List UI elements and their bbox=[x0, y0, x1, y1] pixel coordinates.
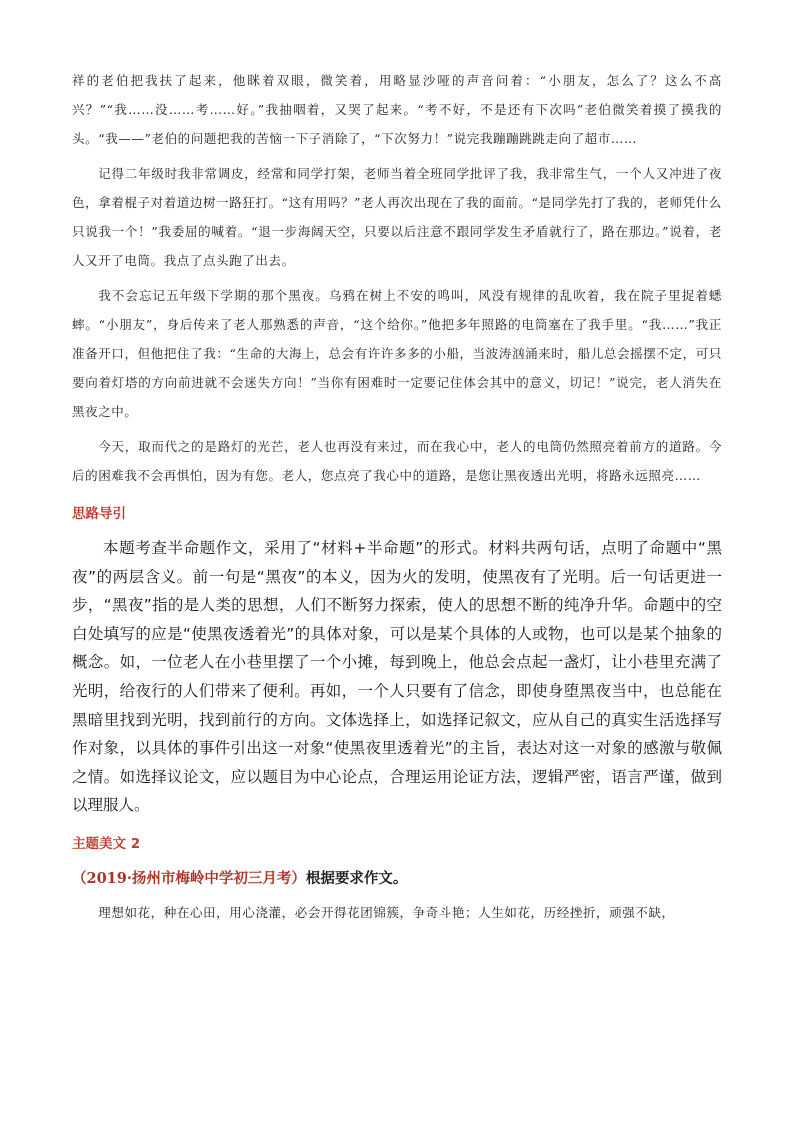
essay2-prompt: 理想如花，种在心田，用心浇灌，必会开得花团锦簇，争奇斗艳；人生如花，历经挫折，顽强不缺， bbox=[98, 904, 675, 920]
analysis-heading: 思路导引 bbox=[72, 506, 126, 522]
analysis-paragraph: 本题考查半命题作文，采用了“材料+半命题”的形式。材料共两句话，点明了命题中“黑夜”的两层含义。前一句是“黑夜”的本义，因为火的发明，使黑夜有了光明。后一句话更进一步，“黑夜”指的是人类的思想，人们不断努力探索，使人的思想不断的纯净升华。命题中的空白处填写的应是“使黑夜透着光”的具体对象，可以是某个具体的人或物，也可以是某个抽象的概念。如，一位老人在小巷里摆了一个小摊，每到晚上，他总会点起一盏灯，让小巷里充满了光明，给夜行的人们带来了便利。再如，一个人只要有了信念，即使身堕黑夜当中，也总能在黑暗里找到光明，找到前行的方向。文体选择上，如选择记叙文，应从自己的真实生活选择写作对象，以具体的事件引出这一对象“使黑夜里透着光”的主旨，表达对这一对象的感激与敬佩之情。如选择议论文，应以题目为中心论点，合理运用论证方法，逻辑严密，语言严谨，做到以理服人。 bbox=[72, 539, 722, 815]
sample-essay-text bbox=[72, 66, 722, 490]
exam-source: （2019·扬州市梅岭中学初三月考） bbox=[72, 869, 306, 887]
essay-paragraph: 祥的老伯把我扶了起来，他眯着双眼，微笑着，用略显沙哑的声音问着：“小朋友，怎么了？这么不高兴？”“我……没……考……好。”我抽咽着，又哭了起来。“考不好，不是还有下次吗”老伯微笑着摸了摸我的头。“我——”老伯的问题把我的苦恼一下子消除了，“下次努力！”说完我蹦蹦跳跳走向了超市…… bbox=[72, 73, 722, 146]
writing-requirement: 根据要求作文。 bbox=[305, 869, 408, 887]
essay-paragraph: 记得二年级时我非常调皮，经常和同学打架，老师当着全班同学批评了我，我非常生气，一个人又冲进了夜色，拿着棍子对着道边树一路狂打。“这有用吗？”老人再次出现在了我的面前。“是同学先打了我的，老师凭什么只说我一个！”我委屈的喊着。“退一步海阔天空，只要以后注意不跟同学发生矛盾就行了，路在那边。”说着，老人又开了电筒。我点了点头跑了出去。 bbox=[72, 166, 722, 268]
essay-paragraph: 今天，取而代之的是路灯的光芒，老人也再没有来过，而在我心中，老人的电筒仍然照亮着前方的道路。今后的困难我不会再惧怕，因为有您。老人，您点亮了我心中的道路，是您让黑夜透出光明，将路永远照亮…… bbox=[72, 439, 722, 483]
essay-paragraph: 我不会忘记五年级下学期的那个黑夜。乌鸦在树上不安的鸣叫，风没有规律的乱吹着，我在院子里捉着蟋蟀。“小朋友”，身后传来了老人那熟悉的声音，“这个给你。”他把多年照路的电筒塞在了我手里。“我……”我正准备开口，但他把住了我：“生命的大海上，总会有许许多多的小船，当波涛汹涌来时，船儿总会摇摆不定，可只要向着灯塔的方向前进就不会迷失方向！”当你有困难时一定要记住体会其中的意义，切记！”说完，老人消失在黑夜之中。 bbox=[72, 288, 722, 419]
analysis-section bbox=[72, 534, 722, 820]
essay2-source-line bbox=[72, 864, 722, 894]
essay2-heading: 主题美文 2 bbox=[72, 835, 141, 852]
document-page bbox=[72, 66, 722, 928]
